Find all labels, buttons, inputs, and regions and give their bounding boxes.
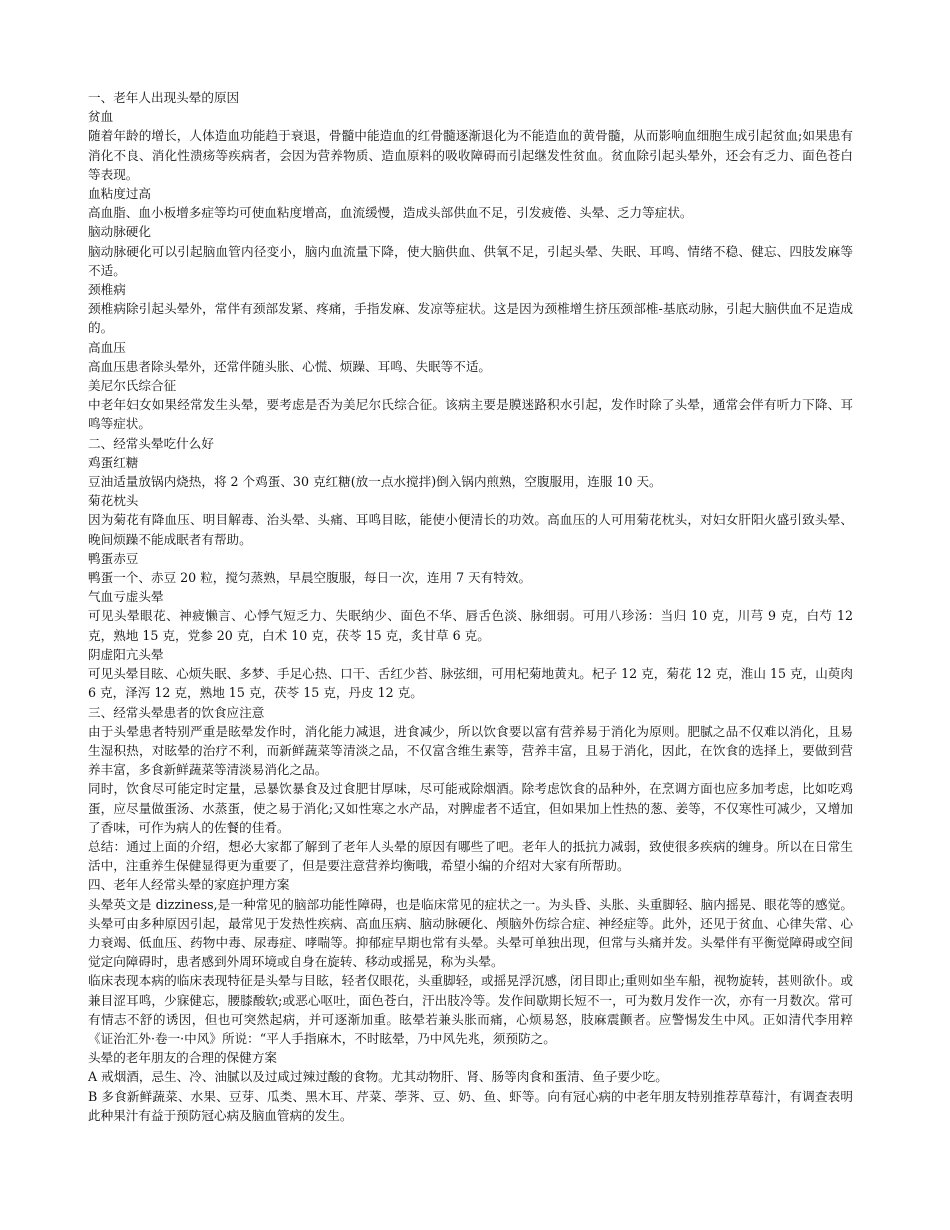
paragraph: B 多食新鲜蔬菜、水果、豆芽、瓜类、黑木耳、芹菜、荸荠、豆、奶、鱼、虾等。向有冠心病的中老年朋友特别推荐草莓汁，有调查表明此种果汁有益于预防冠心病及脑血管病的发生。 — [88, 1088, 853, 1123]
paragraph: 由于头晕患者特别严重是眩晕发作时，消化能力减退，进食减少，所以饮食要以富有营养易于消化为原则。肥腻之品不仅难以消化，且易生湿积热，对眩晕的治疗不利，而新鲜蔬菜等清淡之品，不仅富含维生素等，营养丰富，且易于消化，因此，在饮食的选择上，要做到营养丰富，多食新鲜蔬菜等清淡易消化之品。 — [88, 723, 853, 778]
section-heading: 二、经常头晕吃什么好 — [88, 435, 214, 451]
paragraph: A 戒烟酒，忌生、冷、油腻以及过咸过辣过酸的食物。尤其动物肝、肾、肠等肉食和蛋清、鱼子要少吃。 — [88, 1069, 668, 1085]
subsection-title: 脑动脉硬化 — [88, 224, 151, 240]
subsection-title: 鸭蛋赤豆 — [88, 550, 139, 566]
paragraph: 因为菊花有降血压、明目解毒、治头晕、头痛、耳鸣目眩，能使小便清长的功效。高血压的人可用菊花枕头，对妇女肝阳火盛引致头晕、晚间烦躁不能成眠者有帮助。 — [88, 512, 853, 547]
subsection-title: 高血压 — [88, 339, 126, 355]
paragraph: 同时，饮食尽可能定时定量，忌暴饮暴食及过食肥甘厚味，尽可能戒除烟酒。除考虑饮食的品种外，在烹调方面也应多加考虑，比如吃鸡蛋，应尽量做蛋汤、水蒸蛋，使之易于消化;又如性寒之水产品，对脾虚者不适宜，但如果加上性热的葱、姜等，不仅寒性可减少，又增加了香味，可作为病人的佐餐的佳肴。 — [88, 781, 853, 835]
subsection-title: 阴虚阳亢头晕 — [88, 646, 164, 662]
paragraph: 高血脂、血小板增多症等均可使血粘度增高，血流缓慢，造成头部供血不足，引发疲倦、头晕、乏力等症状。 — [88, 205, 693, 221]
paragraph: 临床表现本病的临床表现特征是头晕与目眩，轻者仅眼花，头重脚轻，或摇晃浮沉感，闭目即止;重则如坐车船，视物旋转，甚则欲仆。或兼目涩耳鸣，少寐健忘，腰膝酸软;或恶心呕吐，面色苍白，汗出肢冷等。发作间歇期长短不一，可为数月发作一次，亦有一月数次。常可有情志不舒的诱因，但也可突然起病，并可逐渐加重。眩晕若兼头胀而痛，心烦易怒，肢麻震颤者。应警惕发生中风。正如清代李用粹《证治汇外·卷一·中风》所说：“平人手指麻木，不时眩晕，乃中风先兆，须预防之。 — [88, 973, 853, 1046]
paragraph: 头晕英文是 dizziness,是一种常见的脑部功能性障碍，也是临床常见的症状之一。为头昏、头胀、头重脚轻、脑内摇晃、眼花等的感觉。头晕可由多种原因引起，最常见于发热性疾病、高血压病、脑动脉硬化、颅脑外伤综合症、神经症等。此外，还见于贫血、心律失常、心力衰竭、低血压、药物中毒、尿毒症、哮喘等。抑郁症早期也常有头晕。头晕可单独出现，但常与头痛并发。头晕伴有平衡觉障碍或空间觉定向障碍时，患者感到外周环境或自身在旋转、移动或摇晃，称为头晕。 — [88, 896, 853, 970]
section-heading: 三、经常头晕患者的饮食应注意 — [88, 704, 265, 720]
subsection-title: 气血亏虚头晕 — [88, 589, 164, 605]
paragraph: 中老年妇女如果经常发生头晕，要考虑是否为美尼尔氏综合征。该病主要是膜迷路积水引起，发作时除了头晕，通常会伴有听力下降、耳鸣等症状。 — [88, 397, 853, 432]
paragraph: 高血压患者除头晕外，还常伴随头胀、心慌、烦躁、耳鸣、失眠等不适。 — [88, 358, 491, 374]
subsection-title: 头晕的老年朋友的合理的保健方案 — [88, 1050, 277, 1066]
section-heading: 四、老年人经常头晕的家庭护理方案 — [88, 877, 290, 893]
subsection-title: 贫血 — [88, 109, 114, 125]
document-page — [88, 88, 853, 1125]
paragraph: 随着年龄的增长，人体造血功能趋于衰退，骨髓中能造血的红骨髓逐渐退化为不能造血的黄骨髓，从而影响血细胞生成引起贫血;如果患有消化不良、消化性溃疡等疾病者，会因为营养物质、造血原料的吸收障碍而引起继发性贫血。贫血除引起头晕外，还会有乏力、面色苍白等表现。 — [88, 128, 853, 182]
subsection-title: 菊花枕头 — [88, 493, 139, 509]
paragraph: 可见头晕眼花、神疲懒言、心悸气短乏力、失眠纳少、面色不华、唇舌色淡、脉细弱。可用八珍汤：当归 10 克，川芎 9 克，白芍 12 克，熟地 15 克，党参 20 克，白术 10 克，茯苓 15 克，炙甘草 6 克。 — [88, 608, 853, 643]
subsection-title: 血粘度过高 — [88, 186, 151, 202]
subsection-title: 鸡蛋红糖 — [88, 454, 139, 470]
section-heading: 一、老年人出现头晕的原因 — [88, 90, 240, 105]
paragraph: 鸭蛋一个、赤豆 20 粒，搅匀蒸熟，早晨空腹服，每日一次，连用 7 天有特效。 — [88, 570, 532, 586]
paragraph: 脑动脉硬化可以引起脑血管内径变小，脑内血流量下降，使大脑供血、供氧不足，引起头晕、失眠、耳鸣、情绪不稳、健忘、四肢发麻等不适。 — [88, 243, 853, 278]
subsection-title: 美尼尔氏综合征 — [88, 378, 177, 394]
subsection-title: 颈椎病 — [88, 282, 126, 298]
paragraph: 豆油适量放锅内烧热，将 2 个鸡蛋、30 克红糖(放一点水搅拌)倒入锅内煎熟，空腹服用，连服 10 天。 — [88, 474, 662, 490]
paragraph: 可见头晕目眩、心烦失眠、多梦、手足心热、口干、舌红少苔、脉弦细，可用杞菊地黄丸。杞子 12 克，菊花 12 克，淮山 15 克，山萸肉 6 克，泽泻 12 克，熟地 15 克，茯苓 15 克，丹皮 12 克。 — [88, 666, 853, 701]
paragraph: 总结：通过上面的介绍，想必大家都了解到了老年人头晕的原因有哪些了吧。老年人的抵抗力减弱，致使很多疾病的缠身。所以在日常生活中，注重养生保健显得更为重要了，但是要注意营养均衡哦，希望小编的介绍对大家有所帮助。 — [88, 838, 853, 874]
paragraph: 颈椎病除引起头晕外，常伴有颈部发紧、疼痛，手指发麻、发凉等症状。这是因为颈椎增生挤压颈部椎-基底动脉，引起大脑供血不足造成的。 — [88, 301, 853, 336]
